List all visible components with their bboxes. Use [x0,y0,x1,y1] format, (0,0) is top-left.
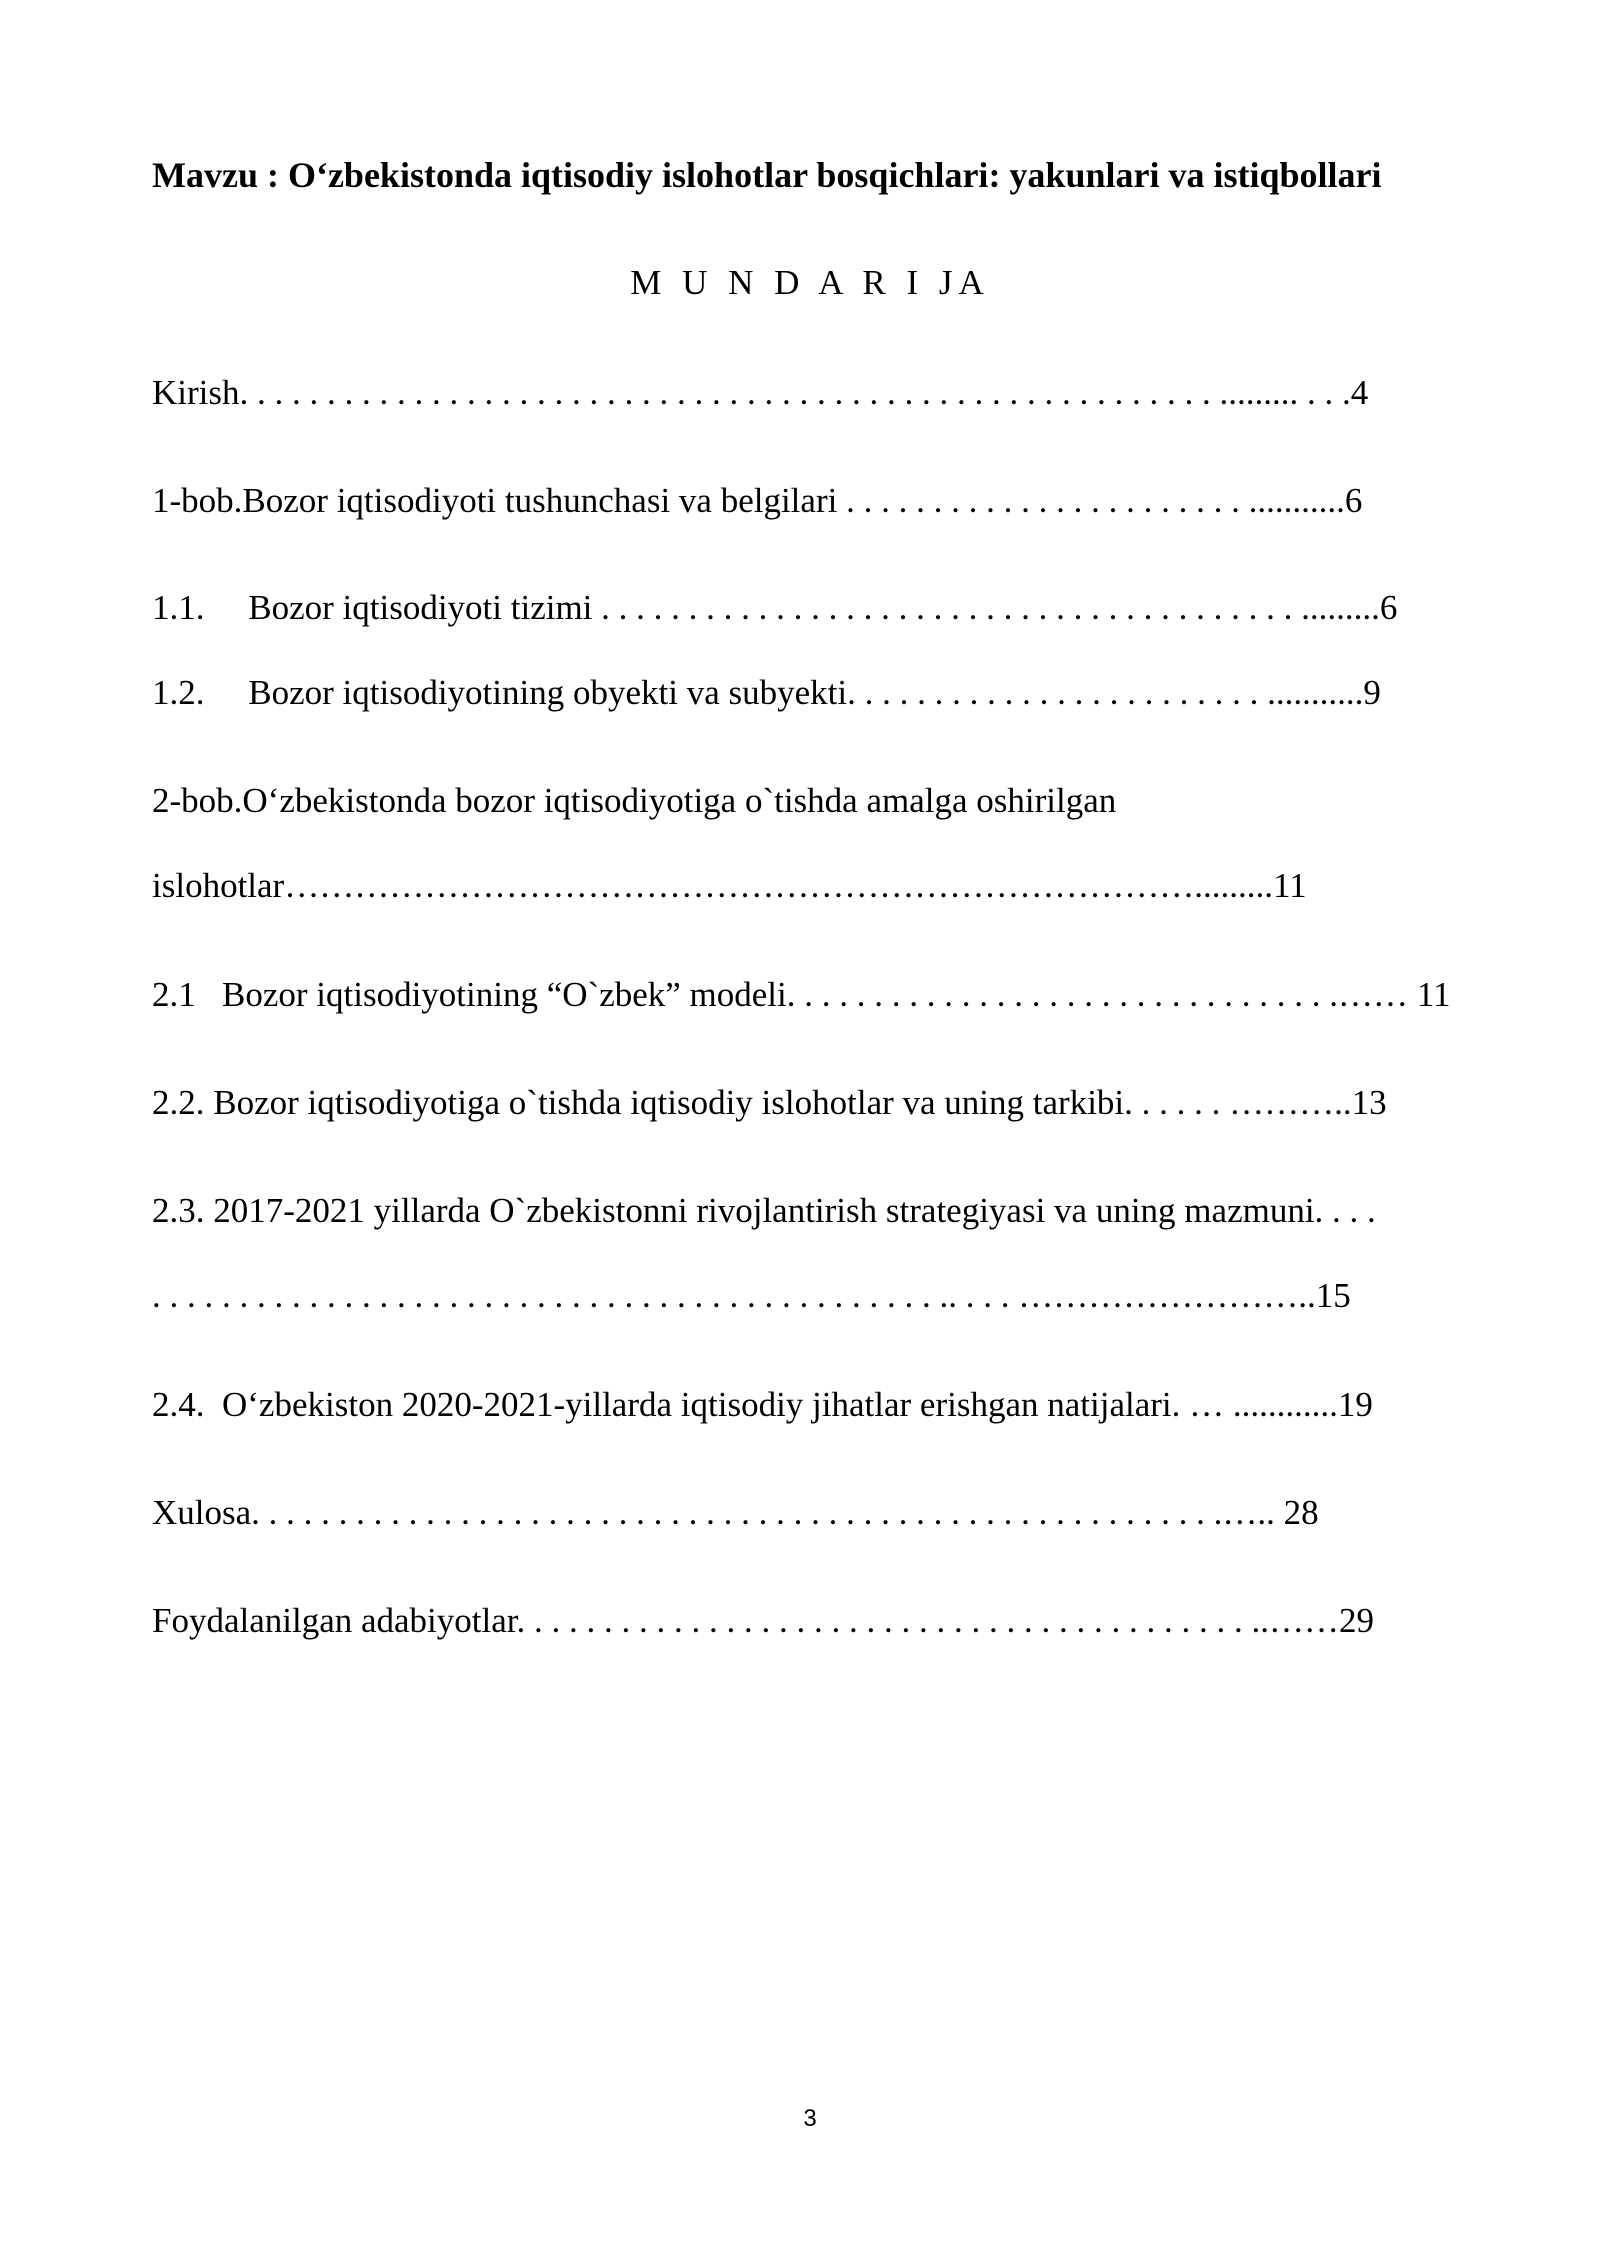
page-title: Mavzu : O‘zbekistonda iqtisodiy islohotlar bosqichlari: yakunlari va istiqbollari [152,155,1382,195]
toc-entry-chapter-2-continued: islohotlar…………………………………………………………………….........11 [152,866,1307,905]
toc-entry-kirish: Kirish. . . . . . . . . . . . . . . . . . . . . . . . . . . . . . . . . . . . . . . . . . . . . . . . . . . . . . . . ......... . . .4 [152,373,1369,412]
toc-entry-2-4: 2.4. O‘zbekiston 2020-2021-yillarda iqtisodiy jihatlar erishgan natijalari. … ............19 [152,1385,1373,1424]
toc-entry-chapter-2: 2-bob.O‘zbekistonda bozor iqtisodiyotiga o`tishda amalga oshirilgan [152,781,1117,820]
toc-heading: M U N D A R I JA [630,263,990,302]
toc-entry-2-2: 2.2. Bozor iqtisodiyotiga o`tishda iqtisodiy islohotlar va uning tarkibi. . . . . . ………..13 [152,1083,1387,1122]
toc-entry-1-2: 1.2. Bozor iqtisodiyotining obyekti va subyekti. . . . . . . . . . . . . . . . . . . . . . . . ...........9 [152,673,1381,712]
toc-entry-2-3: 2.3. 2017-2021 yillarda O`zbekistonni rivojlantirish strategiyasi va uning mazmuni. . . . [152,1191,1376,1230]
toc-entry-2-3-continued: . . . . . . . . . . . . . . . . . . . . . . . . . . . . . . . . . . . . . . . . . . . . . .. . . . ……………………..15 [152,1276,1351,1315]
toc-entry-2-1: 2.1 Bozor iqtisodiyotining “O`zbek” modeli. . . . . . . . . . . . . . . . . . . . . . . . . . . . . . . .…… 11 [152,975,1451,1014]
page-number: 3 [803,2105,817,2132]
toc-entry-1-1: 1.1. Bozor iqtisodiyoti tizimi . . . . . . . . . . . . . . . . . . . . . . . . . . . . . . . . . . . . . . . . .........6 [152,588,1398,627]
toc-entry-references: Foydalanilgan adabiyotlar. . . . . . . . . . . . . . . . . . . . . . . . . . . . . . . . . . . . . . . . . . ..……29 [152,1601,1374,1640]
toc-entry-xulosa: Xulosa. . . . . . . . . . . . . . . . . . . . . . . . . . . . . . . . . . . . . . . . . . . . . . . . . . . . . . . .….. 28 [152,1493,1319,1532]
toc-entry-chapter-1: 1-bob.Bozor iqtisodiyoti tushunchasi va belgilari . . . . . . . . . . . . . . . . . . . . . . . ...........6 [152,481,1363,520]
